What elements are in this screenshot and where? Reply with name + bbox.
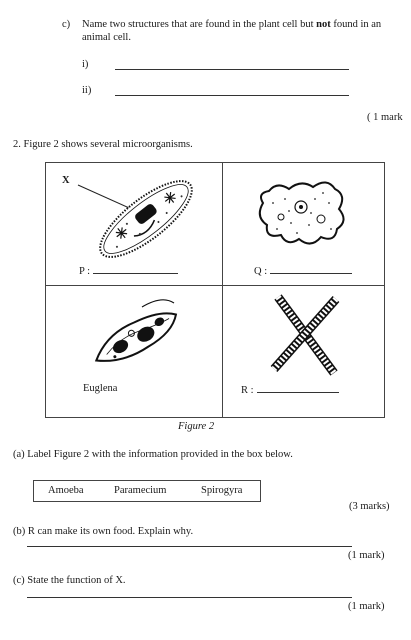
part-c-text: (c) State the function of X. [13,575,126,586]
question-1c-text-end: found in an [333,19,382,30]
label-p-text: P : [79,266,90,277]
label-q-text: Q : [254,266,268,277]
label-p-answer-line[interactable] [93,264,178,274]
question-1c-marks: ( 1 mark [367,112,403,123]
figure-divider-vertical [222,163,223,417]
question-1c-bold-word: not [316,19,331,30]
part-b-answer-line[interactable] [27,546,352,547]
label-p [79,264,178,277]
spirogyra-illustration [256,291,356,381]
question-1c-text-start: Name two structures that are found in the plant cell but [82,19,314,30]
question-1c-letter: c) [62,19,71,30]
question-1c-text-line2: animal cell. [82,32,131,43]
label-r-answer-line[interactable] [257,383,339,393]
part-c-answer-line[interactable] [27,597,352,598]
part-a-marks: (3 marks) [349,501,390,512]
figure-2-box [45,162,385,418]
label-q [254,264,352,277]
label-q-answer-line[interactable] [270,264,352,274]
euglena-illustration [82,293,192,373]
answer-line-i[interactable] [115,69,349,70]
answer-line-ii[interactable] [115,95,349,96]
question-2-intro: 2. Figure 2 shows several microorganisms. [13,139,193,150]
word-option-paramecium: Paramecium [114,485,167,496]
part-b-text: (b) R can make its own food. Explain why. [13,526,194,537]
figure-caption: Figure 2 [178,421,215,432]
answer-label-ii: ii) [82,85,92,96]
label-r [241,383,339,396]
answer-label-i: i) [82,59,89,70]
label-euglena: Euglena [83,383,118,394]
part-a-text: (a) Label Figure 2 with the information provided in the box below. [13,449,293,460]
label-x: X [62,175,70,186]
part-b-marks: (1 mark) [348,550,385,561]
word-option-spirogyra: Spirogyra [201,485,243,496]
part-c-marks: (1 mark) [348,601,385,612]
word-option-amoeba: Amoeba [48,485,84,496]
word-box [33,480,261,502]
amoeba-illustration [251,173,351,253]
paramecium-illustration [56,167,216,262]
question-1c-text-line1 [82,18,381,31]
label-r-text: R : [241,385,254,396]
figure-divider-horizontal [46,285,384,286]
